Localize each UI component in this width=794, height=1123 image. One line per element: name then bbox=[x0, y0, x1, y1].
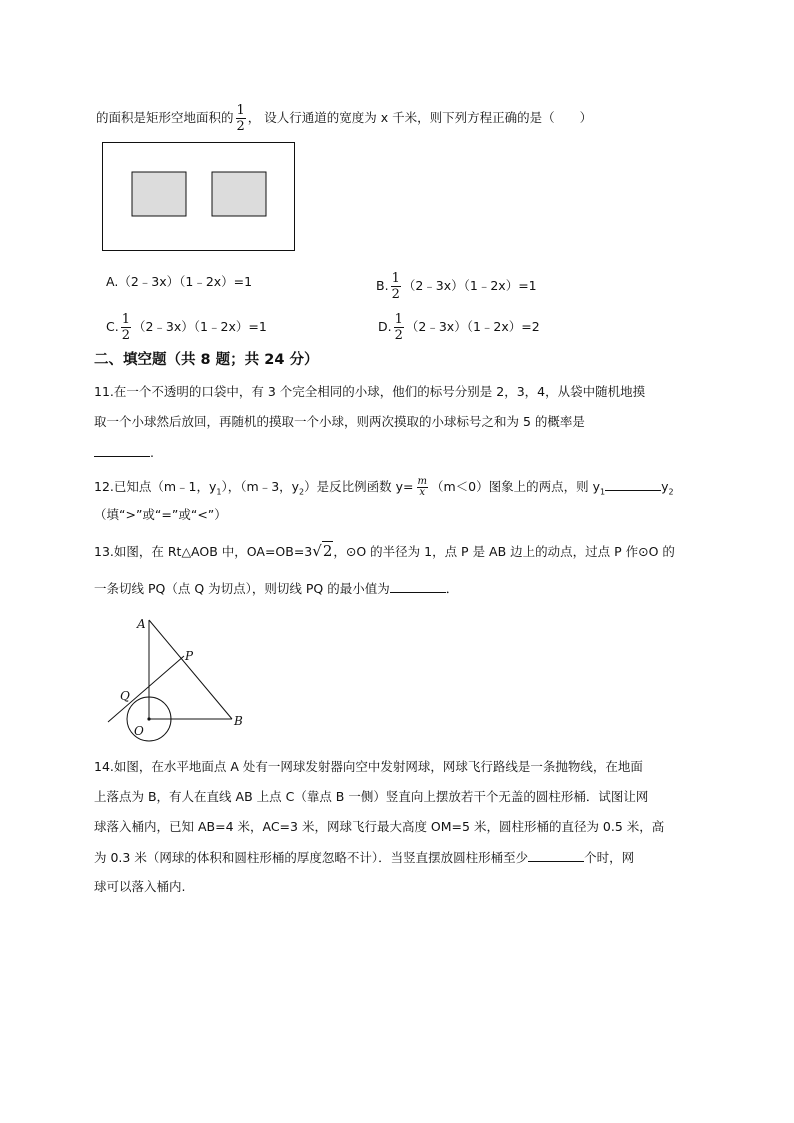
option-b-fraction: $\frac{1}{2}$ bbox=[391, 271, 400, 302]
q12-line2: （填“>”或“=”或“<”） bbox=[94, 507, 227, 522]
q10-option-d: D. $\frac{1}{2}$ （2﹣3x）（1﹣2x）=2 bbox=[378, 312, 540, 343]
label-q: Q bbox=[120, 689, 130, 703]
left-square bbox=[132, 172, 186, 216]
label-b: B bbox=[234, 714, 243, 728]
q12-answer-blank[interactable] bbox=[605, 476, 661, 491]
q11-line1: 11.在一个不透明的口袋中，有 3 个完全相同的小球，他们的标号分别是 2，3，4，从袋中随机地摸 bbox=[94, 384, 646, 399]
q10-option-c: C. $\frac{1}{2}$ （2﹣3x）（1﹣2x）=1 bbox=[106, 312, 267, 343]
option-d-fraction: $\frac{1}{2}$ bbox=[394, 312, 403, 343]
q13-answer-blank[interactable] bbox=[390, 578, 446, 593]
q11-line3: . bbox=[94, 442, 154, 463]
q14-line1: 14.如图，在水平地面点 A 处有一网球发射器向空中发射网球，网球飞行路线是一条抛物线，在地面 bbox=[94, 759, 643, 774]
q13-line1: 13.如图，在 Rt△AOB 中，OA=OB=3√2，⊙O 的半径为 1，点 P 是 AB 边上的动点，过点 P 作⊙O 的 bbox=[94, 542, 675, 560]
q11-line2: 取一个小球然后放回，再随机的摸取一个小球，则两次摸取的小球标号之和为 5 的概率是 bbox=[94, 414, 585, 429]
q14-line5: 球可以落入桶内. bbox=[94, 879, 186, 894]
q10-stem bbox=[96, 104, 592, 133]
label-a: A bbox=[137, 617, 146, 631]
q10-text-b: ， 设人行通道的宽度为 x 千米，则下列方程正确的是（ ） bbox=[247, 110, 593, 125]
q14-line4: 为 0.3 米（网球的体积和圆柱形桶的厚度忽略不计）．当竖直摆放圆柱形桶至少 个时，网 bbox=[94, 847, 634, 868]
side-ab bbox=[149, 620, 232, 719]
q13-triangle-figure bbox=[100, 612, 260, 742]
right-square bbox=[212, 172, 266, 216]
q11-answer-blank[interactable] bbox=[94, 442, 150, 457]
label-o: O bbox=[134, 724, 144, 738]
sqrt-symbol: √2 bbox=[312, 542, 333, 560]
q12-line1: 12.已知点（m﹣1，$y_1$），（m﹣3，$y_2$）是反比例函数 y= $\frac{m}{x}$ （m＜0）图象上的两点，则 $y_1$ $y_2$ bbox=[94, 476, 674, 498]
q13-line2: 一条切线 PQ（点 Q 为切点），则切线 PQ 的最小值为 ． bbox=[94, 578, 458, 599]
q14-line3: 球落入桶内，已知 AB=4 米，AC=3 米，网球飞行最大高度 OM=5 米，圆柱形桶的直径为 0.5 米，高 bbox=[94, 819, 665, 834]
section-heading: 二、填空题（共 8 题；共 24 分） bbox=[94, 352, 319, 368]
q14-line2: 上落点为 B，有人在直线 AB 上点 C（靠点 B 一侧）竖直向上摆放若干个无盖的圆柱形桶．试图让网 bbox=[94, 789, 649, 804]
q10-rectangle-figure bbox=[100, 140, 298, 254]
q10-option-b: B. $\frac{1}{2}$ （2﹣3x）（1﹣2x）=1 bbox=[376, 271, 537, 302]
q12-fraction: $\frac{m}{x}$ bbox=[417, 476, 427, 498]
q10-text-a: 的面积是矩形空地面积的 bbox=[96, 110, 234, 125]
q10-fraction: $\frac{1}{2}$ bbox=[236, 103, 245, 134]
option-c-fraction: $\frac{1}{2}$ bbox=[121, 312, 130, 343]
center-o bbox=[147, 717, 150, 720]
label-p: P bbox=[185, 649, 194, 663]
q10-option-a: A.（2﹣3x）（1﹣2x）=1 bbox=[106, 274, 253, 289]
q14-answer-blank[interactable] bbox=[528, 847, 584, 862]
